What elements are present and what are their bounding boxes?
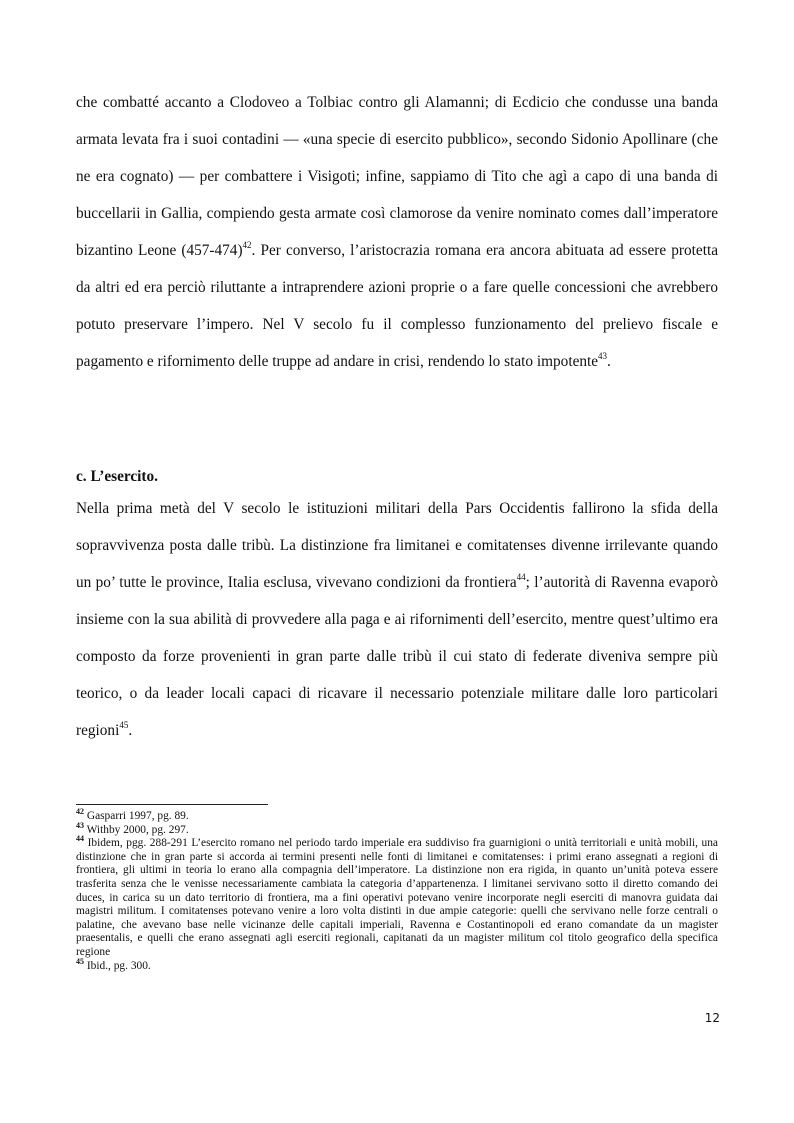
footnote-45 (76, 956, 718, 974)
section-heading: c. L’esercito. (76, 468, 158, 485)
paragraph-1-text-a: che combatté accanto a Clodoveo a Tolbiac contro gli Alamanni; di Ecdicio che condusse una banda armata levata fra i suoi contadini — «una specie di esercito pubblico», secondo Sidonio Apollinare (che ne era cognato) — per combattere i Visigoti; infine, sappiamo di Tito che agì a capo di una banda di buccellarii in Gallia, compiendo gesta armate così clamorose da venire nominato comes dall’imperatore bizantino Leone (457-474) (76, 94, 718, 259)
paragraph-1-text-c: . (607, 353, 611, 370)
footnote-text: Ibid., pg. 300. (84, 959, 151, 972)
footnote-43 (76, 820, 718, 838)
footnote-number: 43 (76, 820, 84, 830)
footnote-ref-43[interactable]: 43 (598, 350, 608, 361)
footnote-number: 42 (76, 807, 84, 817)
footnotes-section (76, 807, 718, 973)
paragraph-2-text-c: . (128, 722, 133, 739)
footnote-divider (76, 804, 268, 805)
footnote-text: Gasparri 1997, pg. 89. (84, 810, 189, 822)
footnote-ref-45[interactable]: 45 (119, 719, 129, 730)
paragraph-2-text-a: Nella prima metà del V secolo le istituzioni militari della Pars Occidentis fallirono la sfida della sopravvivenza posta dalle tribù. La distinzione fra limitanei e comitatenses divenne irrilevante quando un po’ tutte le province, Italia esclusa, vivevano condizioni da frontiera (76, 500, 718, 591)
footnote-text: Withby 2000, pg. 297. (84, 823, 189, 836)
footnote-number: 45 (76, 956, 84, 966)
page-number: 12 (704, 1011, 720, 1025)
footnote-42 (76, 807, 718, 824)
body-paragraph-2 (76, 490, 718, 749)
body-paragraph-1 (76, 84, 718, 380)
footnote-44 (76, 834, 718, 959)
footnote-ref-42[interactable]: 42 (242, 239, 252, 250)
paragraph-1-text-b: . Per converso, l’aristocrazia romana era ancora abituata ad essere protetta da altri ed era perciò riluttante a intraprendere azioni proprie o a fare quelle concessioni che avrebbero potuto preservare l’impero. Nel V secolo fu il complesso funzionamento del prelievo fiscale e pagamento e rifornimento delle truppe ad andare in crisi, rendendo lo stato impotente (76, 242, 718, 370)
paragraph-2-text-b: ; l’autorità di Ravenna evaporò insieme con la sua abilità di provvedere alla paga e ai rifornimenti dell’esercito, mentre quest’ultimo era composto da forze provenienti in gran parte dalle tribù il cui stato di federate diveniva sempre più teorico, o da leader locali capaci di ricavare il necessario potenziale militare dalle loro particolari regioni (76, 574, 718, 739)
footnote-number: 44 (76, 834, 84, 844)
footnote-text: Ibidem, pgg. 288-291 L’esercito romano nel periodo tardo imperiale era suddiviso fra guarnigioni o unità territoriali e unità mobili, una distinzione che in gran parte si accorda ai termini presenti nelle fonti di limitanei e comitatenses: i primi erano assegnati a regioni di frontiera, gli ultimi in teoria lo erano alla compagnia dell’imperatore. La distinzione non era rigida, in quanto un’unità poteva essere trasferita senza che le venisse necessariamente cambiata la categoria d’appartenenza. I limitanei servivano sotto il diretto comando dei duces, in carica su un dato territorio di frontiera, ma a fini operativi potevano venire incorporate negli eserciti di manovra guidata dai magistri militum. I comitatenses potevano venire a loro volta distinti in due ampie categorie: quelli che servivano nelle forze centrali o palatine, che avevano base nelle vicinanze delle capitali imperiali, Ravenna e Costantinopoli ed erano comandate da un magister praesentalis, e quelli che erano assegnati agli eserciti regionali, capitanati da un magister militum col titolo geografico della specifica regione (76, 837, 718, 958)
footnote-ref-44[interactable]: 44 (516, 571, 526, 582)
